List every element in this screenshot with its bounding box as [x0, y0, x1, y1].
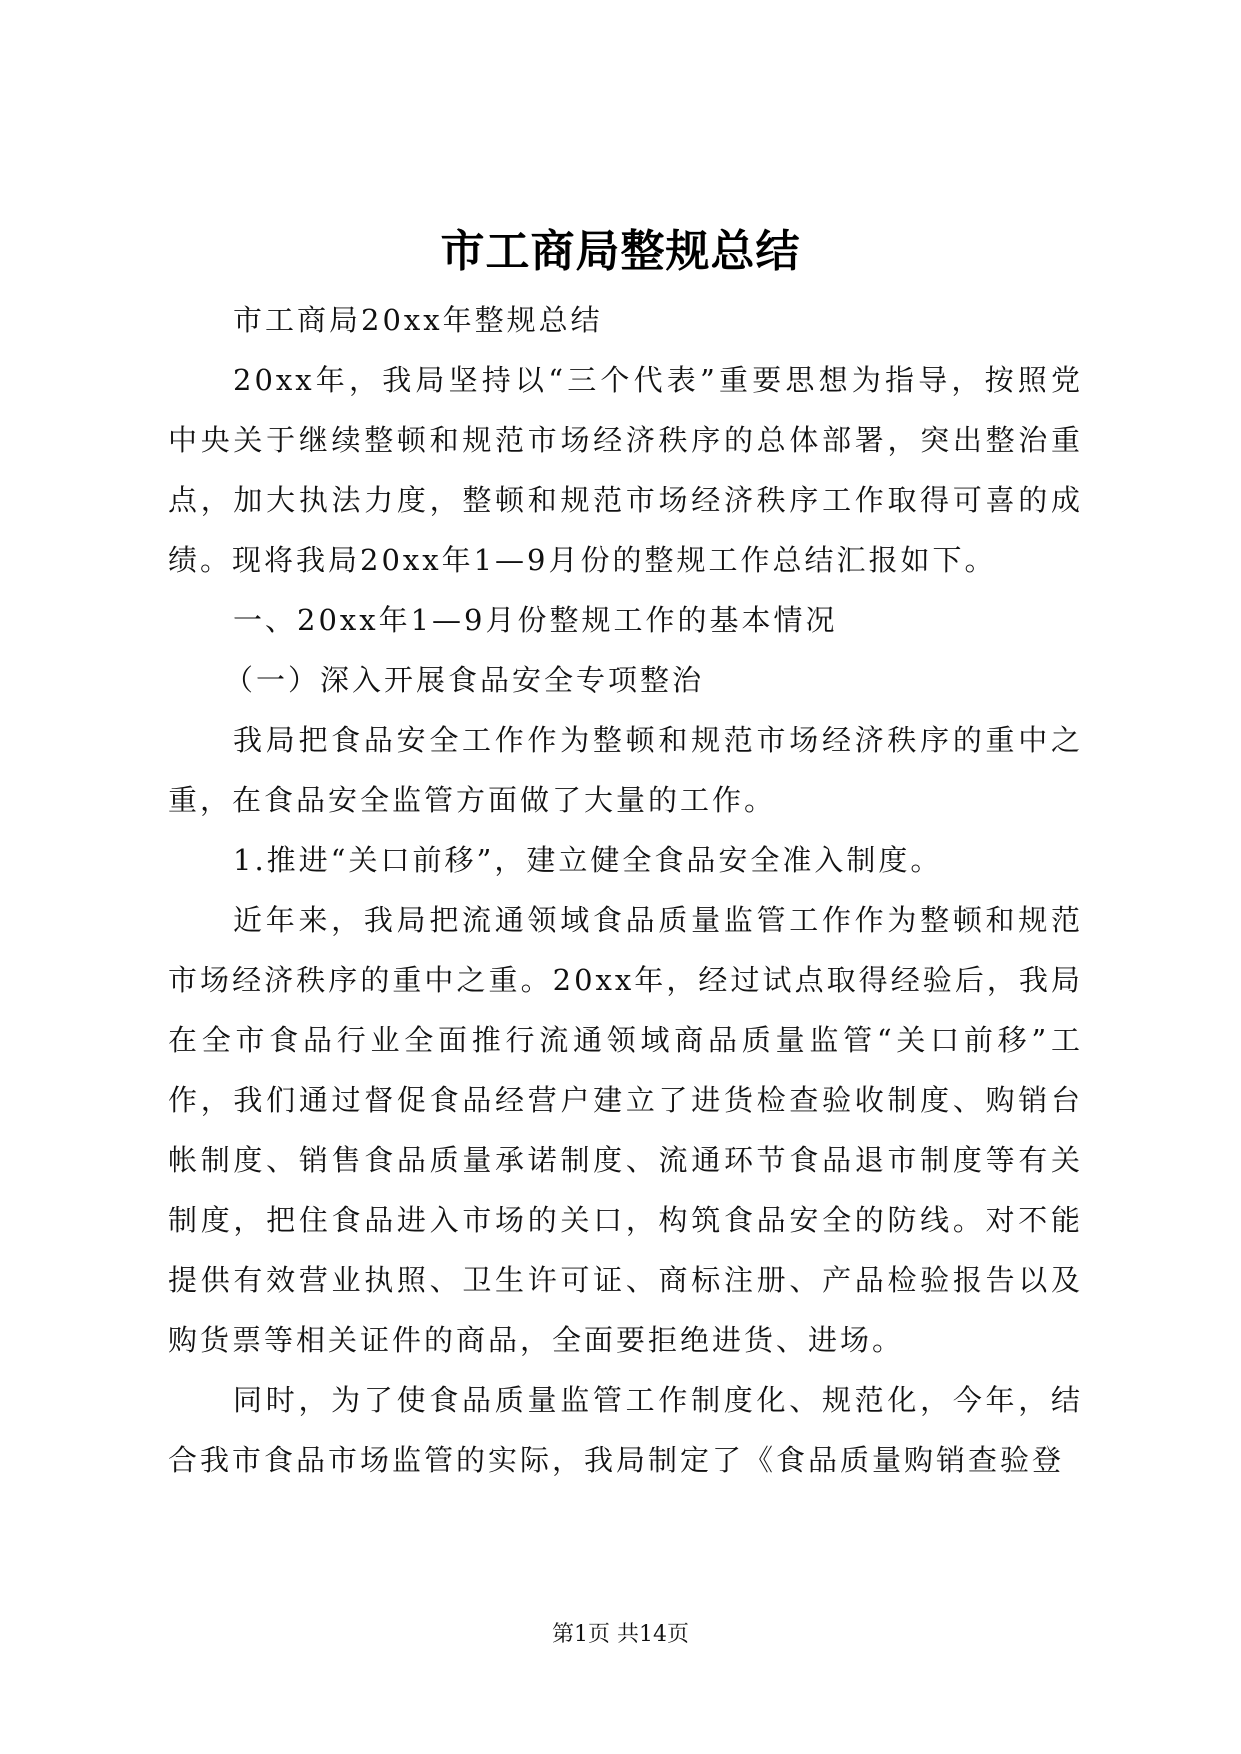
- section-heading: 一、20xx年1—9月份整规工作的基本情况: [233, 603, 838, 637]
- body-paragraph: 近年来，我局把流通领域食品质量监管工作作为整顿和规范市场经济秩序的重中之重。20xx年，经过试点取得经验后，我局在全市食品行业全面推行流通领域商品质量监管“关口前移”工作，我们通过督促食品经营户建立了进货检查验收制度、购销台帐制度、销售食品质量承诺制度、流通环节食品退市制度等有关制度，把住食品进入市场的关口，构筑食品安全的防线。对不能提供有效营业执照、卫生许可证、商标注册、产品检验报告以及购货票等相关证件的商品，全面要拒绝进货、进场。: [168, 903, 1083, 1357]
- item-heading: 1.推进“关口前移”，建立健全食品安全准入制度。: [233, 843, 943, 877]
- page-footer: 第1页 共14页: [552, 1622, 689, 1647]
- subsection-heading: （一）深入开展食品安全专项整治: [224, 663, 705, 697]
- document-title: 市工商局整规总结: [440, 226, 801, 277]
- subtitle-paragraph: 市工商局20xx年整规总结: [233, 303, 603, 337]
- body-paragraph: 我局把食品安全工作作为整顿和规范市场经济秩序的重中之重，在食品安全监管方面做了大量的工作。: [168, 723, 1083, 817]
- body-paragraph: 同时，为了使食品质量监管工作制度化、规范化，今年，结合我市食品市场监管的实际，我局制定了《食品质量购销查验登: [168, 1383, 1083, 1477]
- body-paragraph: 20xx年，我局坚持以“三个代表”重要思想为指导，按照党中央关于继续整顿和规范市场经济秩序的总体部署，突出整治重点，加大执法力度，整顿和规范市场经济秩序工作取得可喜的成绩。现将我局20xx年1—9月份的整规工作总结汇报如下。: [168, 363, 1083, 577]
- document-body: [168, 290, 1083, 1490]
